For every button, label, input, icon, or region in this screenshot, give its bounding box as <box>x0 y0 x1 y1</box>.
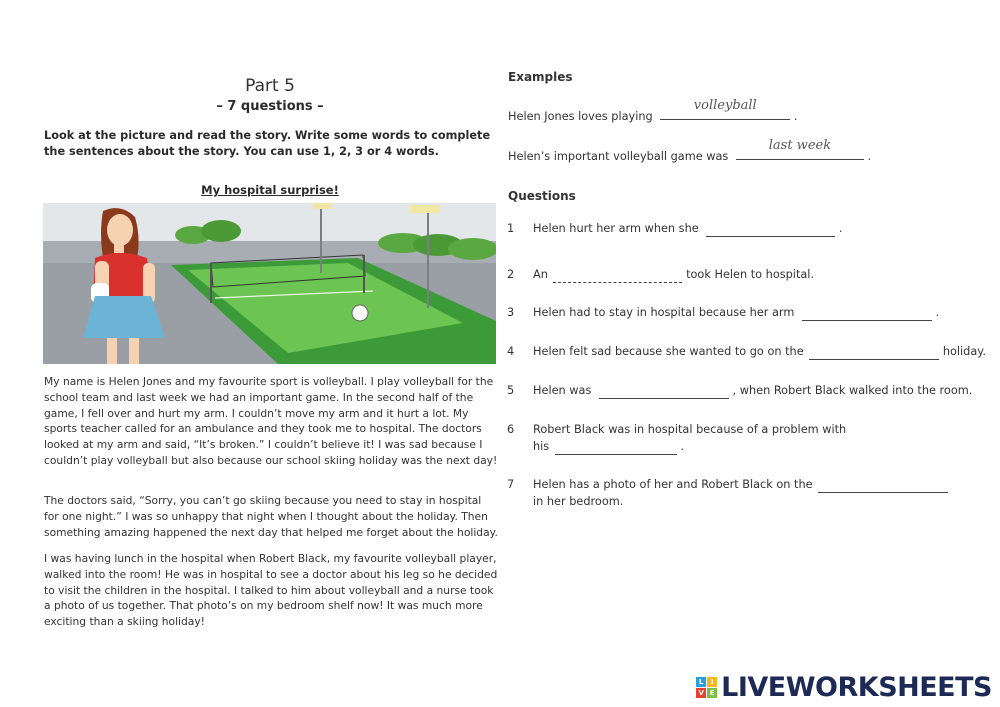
example-answer-blank <box>736 138 864 160</box>
story-illustration <box>43 203 496 364</box>
question-number: 5 <box>507 384 515 397</box>
answer-input-4[interactable] <box>809 345 939 360</box>
question-2 <box>533 266 814 283</box>
question-end: , when Robert Black walked into the room. <box>732 384 973 397</box>
answer-input-7[interactable] <box>818 478 948 493</box>
example-answer-blank <box>660 98 790 120</box>
answer-input-2[interactable] <box>553 268 682 283</box>
question-text: An <box>533 268 548 281</box>
question-end: . <box>935 306 940 319</box>
answer-input-3[interactable] <box>802 306 932 321</box>
question-text: Helen was <box>533 384 592 397</box>
question-text: Robert Black was in hospital because of a problem with <box>533 423 847 436</box>
example-answer: last week <box>768 138 832 153</box>
example-row-1 <box>508 98 798 123</box>
example-text: Helen’s important volleyball game was <box>508 150 729 163</box>
question-text-line2: in her bedroom. <box>533 495 624 508</box>
answer-input-6[interactable] <box>555 440 677 455</box>
question-end: holiday. <box>942 345 986 358</box>
page-subtitle: – 7 questions – <box>216 99 324 114</box>
logo-cube: V <box>696 688 706 698</box>
question-text: Helen hurt her arm when she <box>533 222 699 235</box>
logo-cubes-icon <box>696 677 717 698</box>
question-end: . <box>680 440 684 453</box>
question-3 <box>533 304 939 321</box>
logo-cube: L <box>696 677 706 687</box>
question-1 <box>533 220 842 237</box>
answer-input-5[interactable] <box>599 384 729 399</box>
story-title: My hospital surprise! <box>201 183 339 197</box>
example-end: . <box>793 110 798 123</box>
example-row-2 <box>508 138 872 163</box>
question-number: 4 <box>507 345 515 358</box>
question-7 <box>533 476 948 510</box>
question-text: Helen has a photo of her and Robert Black on the <box>533 478 813 491</box>
example-answer: volleyball <box>693 98 757 113</box>
liveworksheets-logo <box>696 672 992 702</box>
example-end: . <box>867 150 872 163</box>
question-number: 2 <box>507 268 515 281</box>
question-text: Helen felt sad because she wanted to go on the <box>533 345 804 358</box>
instructions: Look at the picture and read the story. Write some words to complete the sentences about the story. You can use 1, 2, 3 or 4 words. <box>44 129 491 158</box>
story-paragraph-1: My name is Helen Jones and my favourite sport is volleyball. I play volleyball for the school team and last week we had an important game. In the second half of the game, I fell over and hurt my arm. I couldn’t move my arm and it hurt a lot. My sports teacher called for an ambulance and they took me to hospital. The doctors looked at my arm and said, “It’s broken.” I couldn’t believe it! I was sad because I couldn’t play volleyball but also because our school skiing holiday was the next day! <box>44 375 498 467</box>
question-6 <box>533 421 846 455</box>
question-4 <box>533 343 986 360</box>
question-5 <box>533 382 972 399</box>
answer-input-1[interactable] <box>706 222 835 237</box>
question-number: 3 <box>507 306 515 319</box>
question-number: 6 <box>507 423 515 436</box>
logo-cube: E <box>707 688 717 698</box>
example-text: Helen Jones loves playing <box>508 110 653 123</box>
questions-heading: Questions <box>508 189 576 203</box>
question-text-line2: his <box>533 440 550 453</box>
story-paragraph-2: The doctors said, “Sorry, you can’t go skiing because you need to stay in hospital for one night.” I was so unhappy that night when I thought about the holiday. Then something amazing happened the next day that helped me forget about the holiday. <box>44 494 498 539</box>
question-number: 7 <box>507 478 515 491</box>
question-end: took Helen to hospital. <box>686 268 815 281</box>
question-end: . <box>838 222 843 235</box>
page-title: Part 5 <box>245 76 295 96</box>
story-paragraph-3: I was having lunch in the hospital when Robert Black, my favourite volleyball player, walked into the room! He was in hospital to see a doctor about his leg so he decided to visit the children in the hospital. I talked to him about volleyball and a nurse took a photo of us together. That photo’s on my bedroom shelf now! It was much more exciting than a skiing holiday! <box>44 552 498 629</box>
brand-text: LIVEWORKSHEETS <box>721 671 992 703</box>
examples-heading: Examples <box>508 70 573 84</box>
question-number: 1 <box>507 222 515 235</box>
question-text: Helen had to stay in hospital because her arm <box>533 306 795 319</box>
logo-cube: I <box>707 677 717 687</box>
